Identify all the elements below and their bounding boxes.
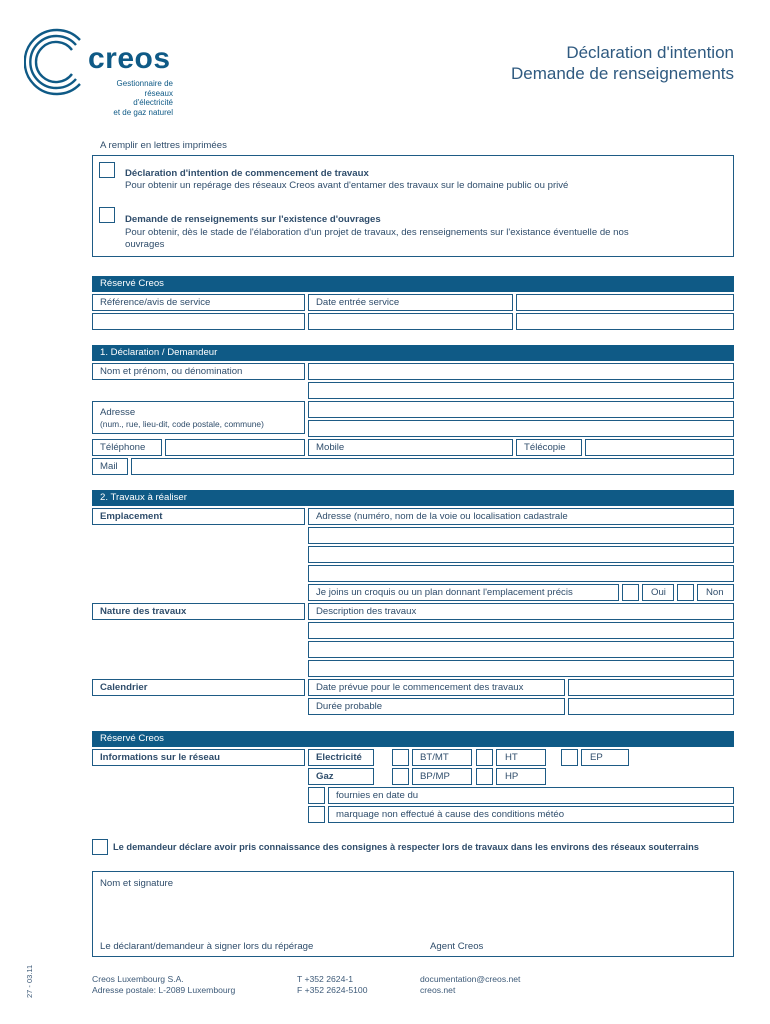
- adresse-field-1[interactable]: [308, 401, 734, 418]
- duree-field[interactable]: [568, 698, 734, 715]
- bpmp-label: BP/MP: [420, 771, 450, 782]
- brand-name: creos: [88, 42, 171, 75]
- demande-desc-2: ouvrages: [125, 239, 165, 250]
- brand-tagline: [109, 79, 173, 117]
- croquis-oui-checkbox[interactable]: [622, 584, 639, 601]
- date-entree-field[interactable]: [308, 313, 513, 330]
- ep-label: EP: [590, 752, 603, 763]
- reference-label: Référence/avis de service: [100, 297, 211, 308]
- description-field-1[interactable]: [308, 622, 734, 639]
- adresse-label: Adresse: [100, 407, 136, 418]
- demande-checkbox[interactable]: [99, 207, 115, 223]
- reserve-creos-header: Réservé Creos: [92, 276, 734, 292]
- title-line-1: Déclaration d'intention: [566, 43, 734, 62]
- bpmp-checkbox[interactable]: [392, 768, 409, 785]
- brand-tagline-3: et de gaz naturel: [113, 107, 173, 117]
- declaration-desc: Pour obtenir un repérage des réseaux Creos avant d'entamer des travaux sur le domaine public ou privé: [125, 180, 569, 191]
- nature-label: Nature des travaux: [100, 606, 187, 617]
- reserve-extra-field-2[interactable]: [516, 313, 734, 330]
- mobile-label: Mobile: [316, 442, 345, 453]
- ht-checkbox[interactable]: [476, 749, 493, 766]
- adresse-travaux-field-1[interactable]: [308, 527, 734, 544]
- ep-checkbox[interactable]: [561, 749, 578, 766]
- section-1-header: 1. Déclaration / Demandeur: [92, 345, 734, 361]
- footer-address: Adresse postale: L-2089 Luxembourg: [92, 985, 236, 995]
- reserve-creos-header-2: Réservé Creos: [92, 731, 734, 747]
- btmt-label: BT/MT: [420, 752, 449, 763]
- hp-label-box: [496, 768, 546, 785]
- telecopie-field[interactable]: [585, 439, 734, 456]
- declarant-label: Le déclarant/demandeur à signer lors du répérage: [100, 941, 314, 952]
- adresse-field-2[interactable]: [308, 420, 734, 437]
- reference-field[interactable]: [92, 313, 305, 330]
- adresse-travaux-field-3[interactable]: [308, 565, 734, 582]
- agent-label: Agent Creos: [430, 941, 484, 952]
- declaration-checkbox[interactable]: [99, 162, 115, 178]
- emplacement-label: Emplacement: [100, 511, 163, 522]
- mail-field[interactable]: [131, 458, 734, 475]
- infos-reseau-label: Informations sur le réseau: [100, 752, 220, 763]
- croquis-label: Je joins un croquis ou un plan donnant l'emplacement précis: [316, 587, 573, 598]
- date-prevue-field[interactable]: [568, 679, 734, 696]
- creos-logo-mark: [24, 26, 94, 98]
- section-2-header: 2. Travaux à réaliser: [92, 490, 734, 506]
- intro-text: A remplir en lettres imprimées: [100, 140, 227, 151]
- adresse-travaux-field-2[interactable]: [308, 546, 734, 563]
- adresse-travaux-label: Adresse (numéro, nom de la voie ou localisation cadastrale: [316, 511, 568, 522]
- nom-label: Nom et prénom, ou dénomination: [100, 366, 243, 377]
- footer-tel: T +352 2624-1: [297, 974, 353, 984]
- fournies-checkbox[interactable]: [308, 787, 325, 804]
- hp-label: HP: [505, 771, 519, 782]
- gaz-label: Gaz: [316, 771, 334, 782]
- ht-label: HT: [505, 752, 518, 763]
- date-entree-label: Date entrée service: [316, 297, 400, 308]
- consent-checkbox[interactable]: [92, 839, 108, 855]
- demande-title: Demande de renseignements sur l'existence d'ouvrages: [125, 214, 381, 225]
- footer-web[interactable]: creos.net: [420, 985, 456, 995]
- description-label: Description des travaux: [316, 606, 417, 617]
- footer-fax: F +352 2624-5100: [297, 985, 368, 995]
- reserve-extra-field[interactable]: [516, 294, 734, 311]
- description-field-3[interactable]: [308, 660, 734, 677]
- brand-tagline-2: réseaux d'électricité: [133, 88, 173, 107]
- page-title: [511, 42, 734, 84]
- footer-company: Creos Luxembourg S.A.: [92, 974, 184, 984]
- marquage-checkbox[interactable]: [308, 806, 325, 823]
- brand-tagline-1: Gestionnaire de: [116, 79, 173, 88]
- fournies-label: fournies en date du: [336, 790, 419, 801]
- calendrier-label: Calendrier: [100, 682, 148, 693]
- telecopie-label: Télécopie: [524, 442, 566, 453]
- form-code: 27 - 03.11: [25, 964, 34, 998]
- ht-label-box: [496, 749, 546, 766]
- ep-label-box: [581, 749, 629, 766]
- oui-label: Oui: [651, 587, 666, 598]
- date-prevue-label: Date prévue pour le commencement des travaux: [316, 682, 524, 693]
- non-label: Non: [706, 587, 724, 598]
- electricite-label: Electricité: [316, 752, 362, 763]
- telephone-label: Téléphone: [100, 442, 146, 453]
- mail-label: Mail: [100, 461, 118, 472]
- demande-desc-1: Pour obtenir, dès le stade de l'élaboration d'un projet de travaux, des renseignements sur l'existance éventuelle de nos: [125, 227, 629, 238]
- signature-title: Nom et signature: [100, 878, 174, 889]
- declaration-title: Déclaration d'intention de commencement de travaux: [125, 168, 369, 179]
- marquage-label: marquage non effectué à cause des conditions météo: [336, 809, 565, 820]
- btmt-checkbox[interactable]: [392, 749, 409, 766]
- description-field-2[interactable]: [308, 641, 734, 658]
- nom-field-2[interactable]: [308, 382, 734, 399]
- croquis-non-checkbox[interactable]: [677, 584, 694, 601]
- adresse-hint: (num., rue, lieu-dit, code postale, commune): [100, 419, 264, 429]
- duree-label: Durée probable: [316, 701, 383, 712]
- footer-email[interactable]: documentation@creos.net: [420, 974, 521, 984]
- title-line-2: Demande de renseignements: [510, 64, 734, 83]
- hp-checkbox[interactable]: [476, 768, 493, 785]
- nom-field[interactable]: [308, 363, 734, 380]
- consent-text: Le demandeur déclare avoir pris connaissance des consignes à respecter lors de travaux dans les environs des réseaux souterrains: [113, 842, 699, 852]
- telephone-field[interactable]: [165, 439, 305, 456]
